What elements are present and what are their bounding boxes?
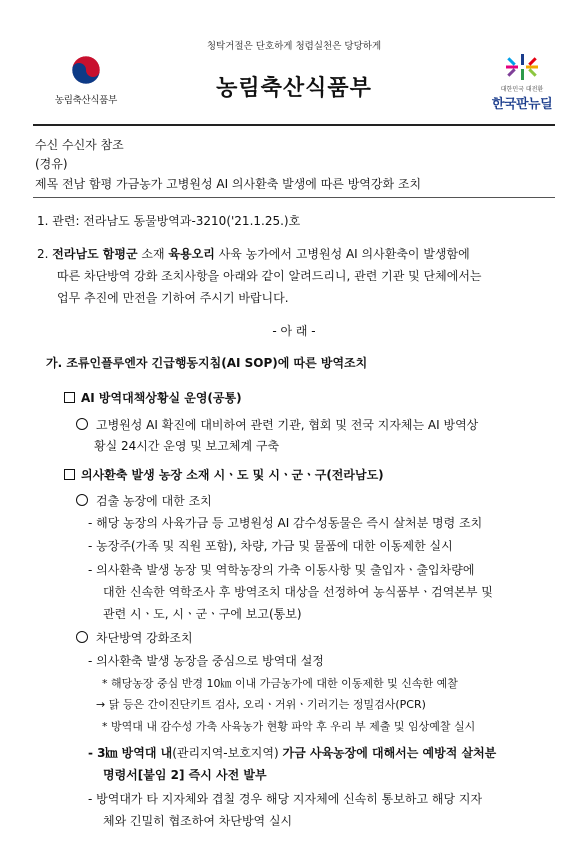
item-2-line-3: 업무 추진에 만전을 기하여 주시기 바랍니다.	[57, 291, 289, 305]
below-heading: - 아 래 -	[272, 324, 316, 338]
note-item-2: * 방역대 내 감수성 가축 사육농가 현황 파악 후 우리 부 제출 및 임상예찰 실시	[102, 720, 476, 733]
dash-item-3-line-1: - 의사환축 발생 농장 및 역학농장의 가축 이동사항 및 출입자ㆍ출입차량에	[88, 563, 475, 577]
ministry-title: 농림축산식품부	[216, 76, 372, 101]
dash-item-6-line-2: 체와 긴밀히 협조하여 차단방역 실시	[103, 814, 293, 828]
note-item-1: * 해당농장 중심 반경 10㎞ 이내 가금농가에 대한 이동제한 및 신속한 예찰	[102, 677, 458, 690]
recipient-line: 수신 수신자 참조	[35, 138, 124, 152]
logo-right-subtitle: 대한민국 대전환	[500, 86, 544, 93]
item-1: 1. 관련: 전라남도 동물방역과-3210('21.1.25.)호	[37, 214, 301, 228]
via-line: (경유)	[35, 157, 68, 171]
box1-circle-item-line-1: 고병원성 AI 확진에 대비하여 관련 기관, 협회 및 전국 지자체는 AI 방역상	[76, 416, 478, 433]
item-2-line-2: 따른 차단방역 강화 조치사항을 아래와 같이 알려드리니, 관련 기관 및 단체에서는	[57, 269, 482, 283]
item-2-line-1: 2. 전라남도 함평군 소재 육용오리 사육 농가에서 고병원성 AI 의사환축이 발생함에	[37, 247, 470, 261]
slogan: 청탁거절은 단호하게 청렴실천은 당당하게	[206, 41, 382, 52]
dash-item-3-line-3: 관련 시ㆍ도, 시ㆍ군ㆍ구에 보고(통보)	[103, 607, 302, 621]
dash-item-5-line-1: - 3㎞ 방역대 내(관리지역-보호지역) 가금 사육농장에 대해서는 예방적 살처분	[88, 746, 497, 760]
subject-divider	[33, 197, 555, 198]
circle-bullet-icon	[76, 494, 88, 506]
logo-right-title: 한국판뉴딜	[491, 97, 553, 112]
logo-left-label: 농림축산식품부	[54, 95, 118, 106]
circle-bullet-icon	[76, 631, 88, 643]
dash-item-5-line-2: 명령서[붙임 2] 즉시 사전 발부	[103, 768, 267, 782]
korean-new-deal-logo	[484, 54, 560, 112]
box2-circle-item-1: 검출 농장에 대한 조치	[76, 492, 212, 509]
arrow-item: → 닭 등은 간이진단키트 검사, 오리ㆍ거위ㆍ기러기는 정밀검사(PCR)	[96, 698, 426, 711]
new-deal-star-icon	[504, 54, 540, 80]
subject-line: 제목 전남 함평 가금농가 고병원성 AI 의사환축 발생에 따른 방역강화 조치	[35, 177, 422, 191]
dash-item-6-line-1: - 방역대가 타 지자체와 겹칠 경우 해당 지자체에 신속히 통보하고 해당 지자	[88, 792, 483, 806]
box1-circle-item-line-2: 황실 24시간 운영 및 보고체계 구축	[94, 439, 280, 453]
section-ga-heading: 가. 조류인플루엔자 긴급행동지침(AI SOP)에 따른 방역조치	[46, 356, 368, 370]
dash-item-1: - 해당 농장의 사육가금 등 고병원성 AI 감수성동물은 즉시 살처분 명령 조치	[88, 516, 483, 530]
box2-circle-item-2: 차단방역 강화조치	[76, 629, 193, 646]
dash-item-3-line-2: 대한 신속한 역학조사 후 방역조치 대상을 선정하여 농식품부ㆍ검역본부 및	[103, 585, 493, 599]
box1-heading: AI 방역대책상황실 운영(공통)	[64, 389, 242, 406]
box2-heading: 의사환축 발생 농장 소재 시ㆍ도 및 시ㆍ군ㆍ구(전라남도)	[64, 466, 384, 483]
checkbox-square-icon	[64, 392, 75, 403]
circle-bullet-icon	[76, 418, 88, 430]
header-divider	[33, 124, 555, 126]
dash-item-2: - 농장주(가족 및 직원 포함), 차량, 가금 및 물품에 대한 이동제한 실시	[88, 539, 453, 553]
checkbox-square-icon	[64, 469, 75, 480]
dash-item-4: - 의사환축 발생 농장을 중심으로 방역대 설정	[88, 654, 324, 668]
